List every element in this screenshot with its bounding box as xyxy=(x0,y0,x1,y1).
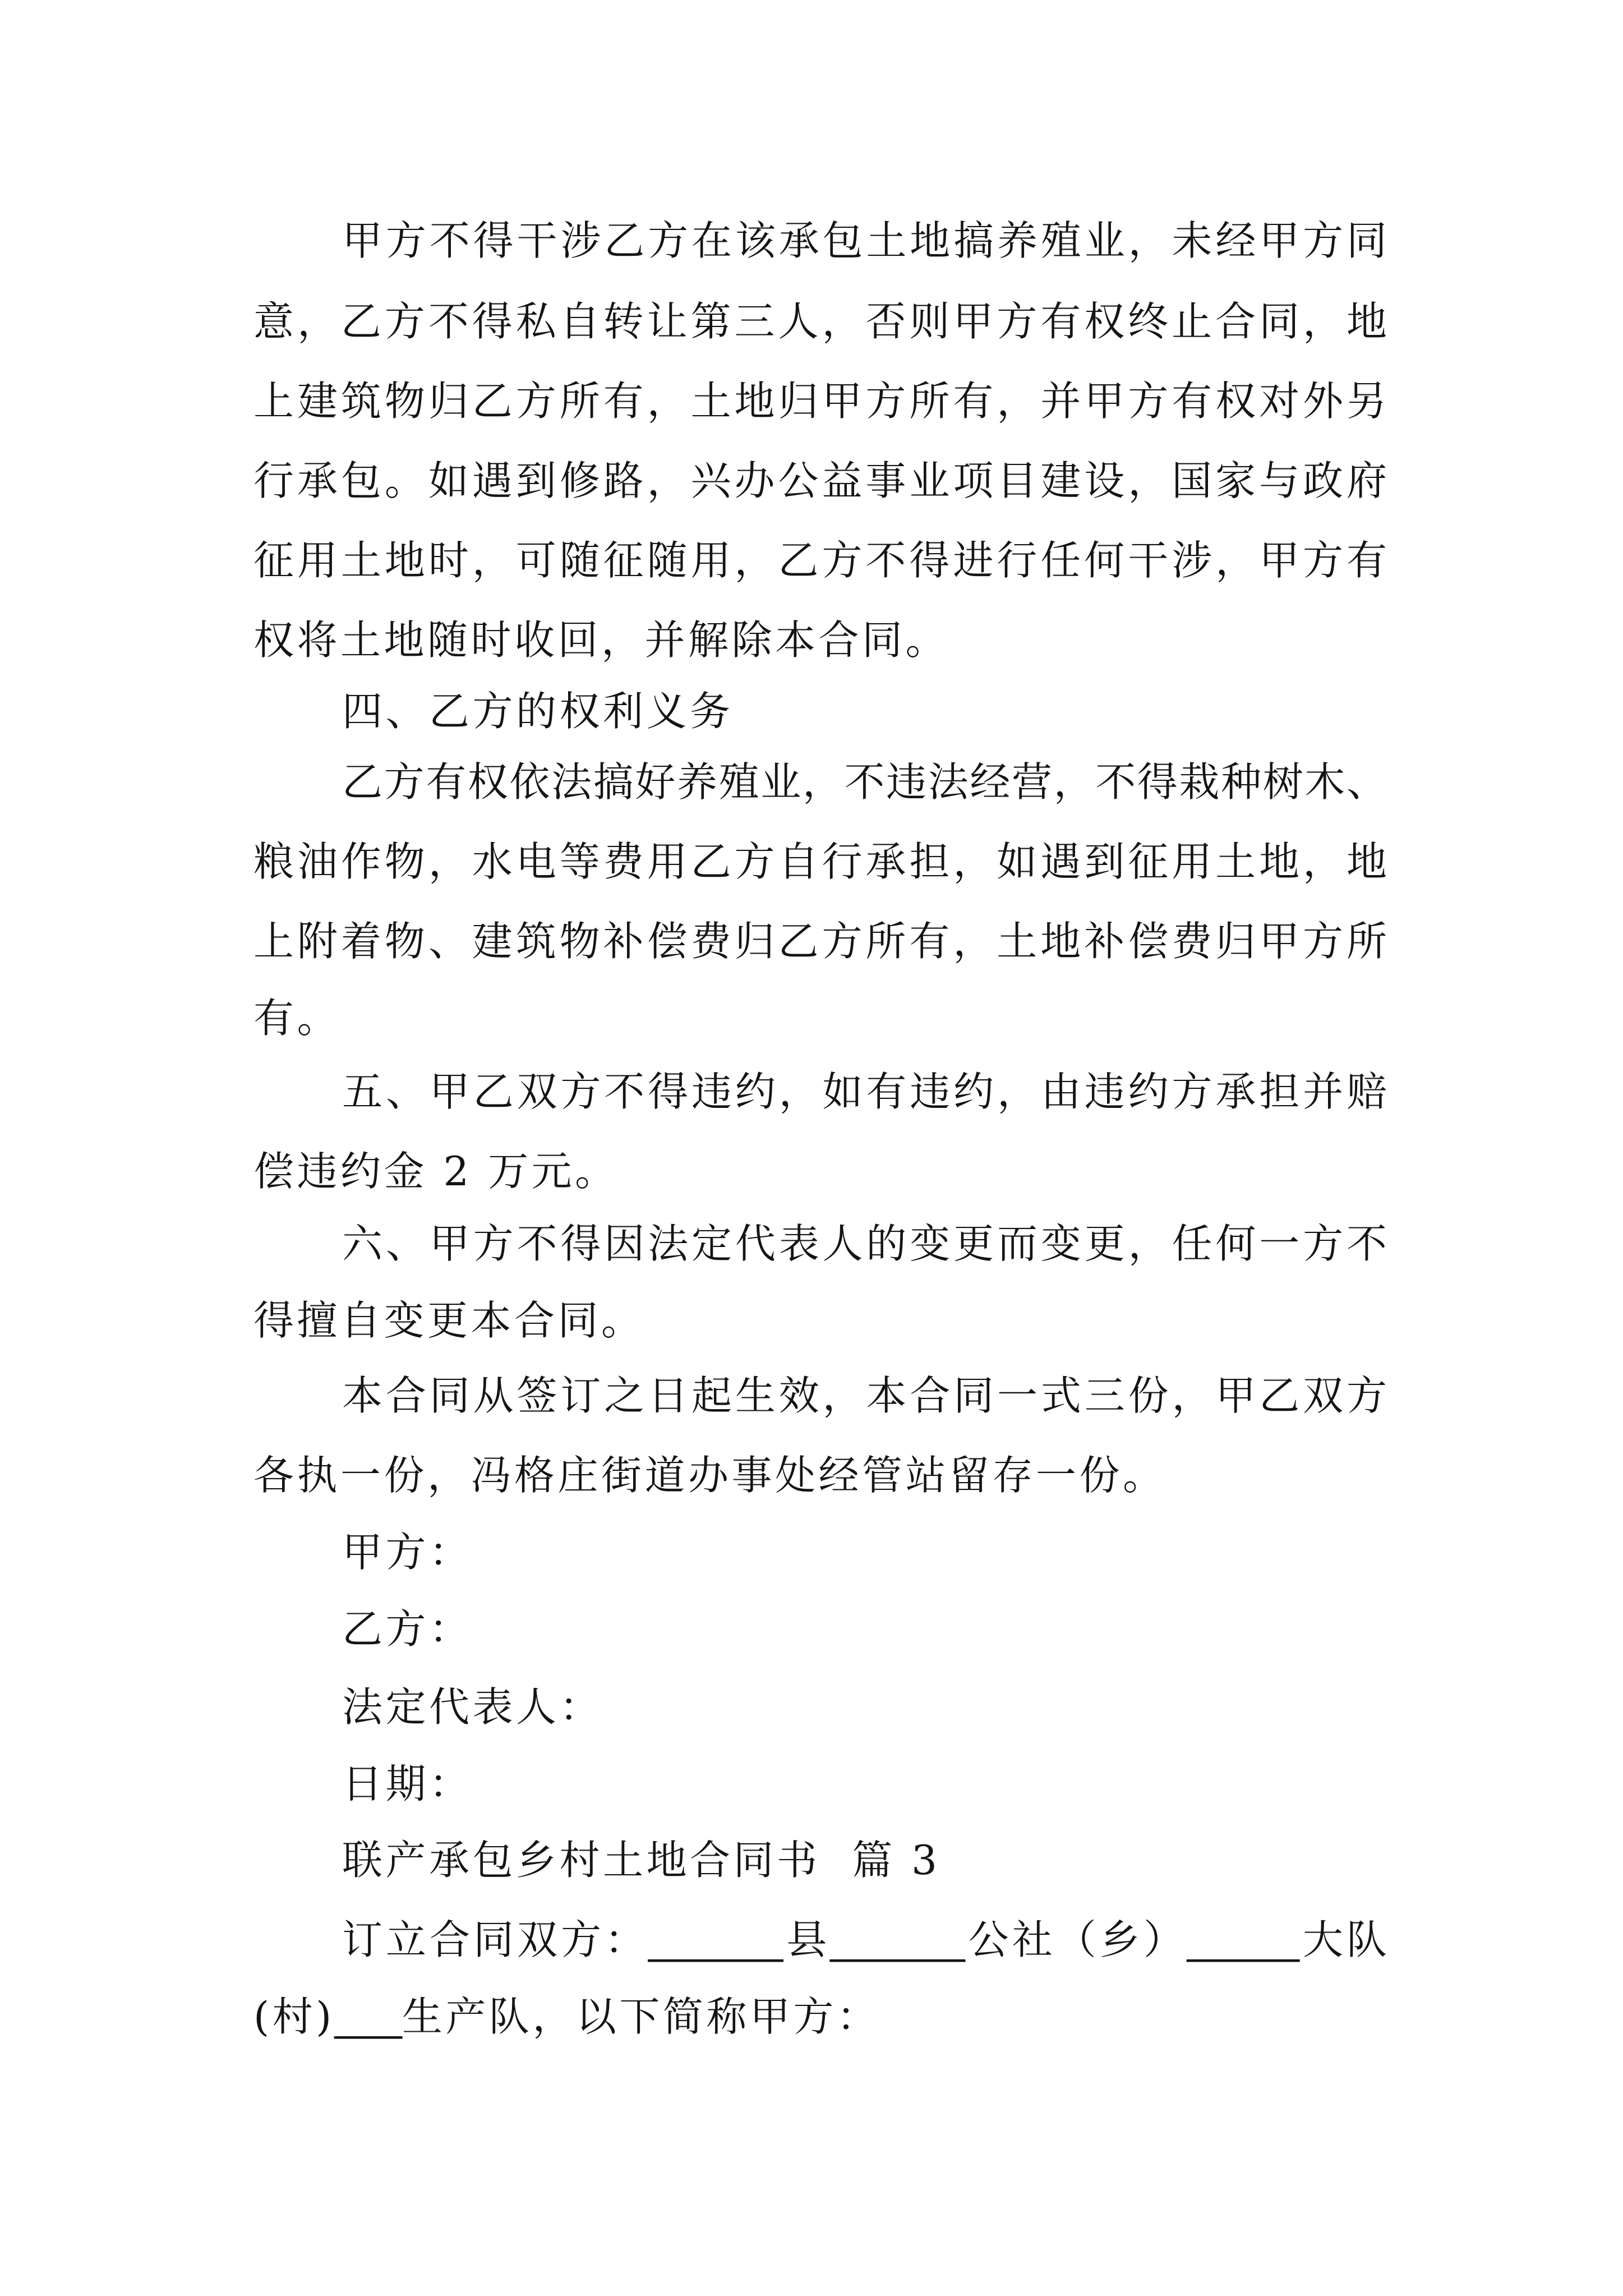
paragraph-line: 五、甲乙双方不得违约，如有违约，由违约方承担并赔 xyxy=(342,1068,1387,1115)
commune-blank: ______ xyxy=(830,1918,965,1963)
paragraph-line: 征用土地时，可随征随用，乙方不得进行任何干涉，甲方有 xyxy=(253,537,1387,584)
county-label: 县 xyxy=(783,1916,831,1963)
paragraph-line: 得擅自变更本合同。 xyxy=(253,1297,645,1344)
party-b-label: 乙方： xyxy=(342,1605,473,1653)
section-title: 联产承包乡村土地合同书 篇 3 xyxy=(342,1837,940,1884)
paragraph-line: 各执一份，冯格庄街道办事处经管站留存一份。 xyxy=(253,1452,1166,1499)
village-label: (村) xyxy=(253,1993,335,2040)
parties-label: 订立合同双方： xyxy=(342,1916,649,1963)
paragraph-line: 本合同从签订之日起生效，本合同一式三份，甲乙双方 xyxy=(342,1372,1387,1419)
team-blank: ___ xyxy=(334,1995,402,2040)
contract-parties-line xyxy=(253,1912,1387,1968)
paragraph-line: 上附着物、建筑物补偿费归乙方所有，土地补偿费归甲方所 xyxy=(253,918,1387,965)
date-label: 日期： xyxy=(342,1760,473,1807)
paragraph-line: 上建筑物归乙方所有，土地归甲方所有，并甲方有权对外另 xyxy=(253,378,1387,425)
contract-parties-line xyxy=(253,1989,1387,2045)
paragraph-line: 乙方有权依法搞好养殖业，不违法经营，不得栽种树木、 xyxy=(342,758,1387,806)
paragraph-line: 行承包。如遇到修路，兴办公益事业项目建设，国家与政府 xyxy=(253,457,1387,504)
brigade-label: 大队 xyxy=(1299,1916,1387,1963)
paragraph-line: 权将土地随时收回，并解除本合同。 xyxy=(253,616,949,664)
commune-label: 公社（乡） xyxy=(965,1916,1187,1963)
paragraph-line: 偿违约金 2 万元。 xyxy=(253,1148,619,1195)
paragraph-line: 意，乙方不得私自转让第三人，否则甲方有权终止合同，地 xyxy=(253,298,1387,345)
paragraph-line: 有。 xyxy=(253,995,341,1042)
team-label: 生产队，以下简称甲方： xyxy=(402,1993,880,2040)
brigade-blank: _____ xyxy=(1187,1918,1299,1963)
county-blank: ______ xyxy=(648,1918,783,1963)
section-heading: 四、乙方的权利义务 xyxy=(342,688,734,735)
party-a-label: 甲方： xyxy=(342,1529,473,1576)
paragraph-line: 甲方不得干涉乙方在该承包土地搞养殖业，未经甲方同 xyxy=(342,217,1387,264)
legal-representative-label: 法定代表人： xyxy=(342,1683,603,1731)
paragraph-line: 六、甲方不得因法定代表人的变更而变更，任何一方不 xyxy=(342,1220,1387,1267)
paragraph-line: 粮油作物，水电等费用乙方自行承担，如遇到征用土地，地 xyxy=(253,838,1387,885)
